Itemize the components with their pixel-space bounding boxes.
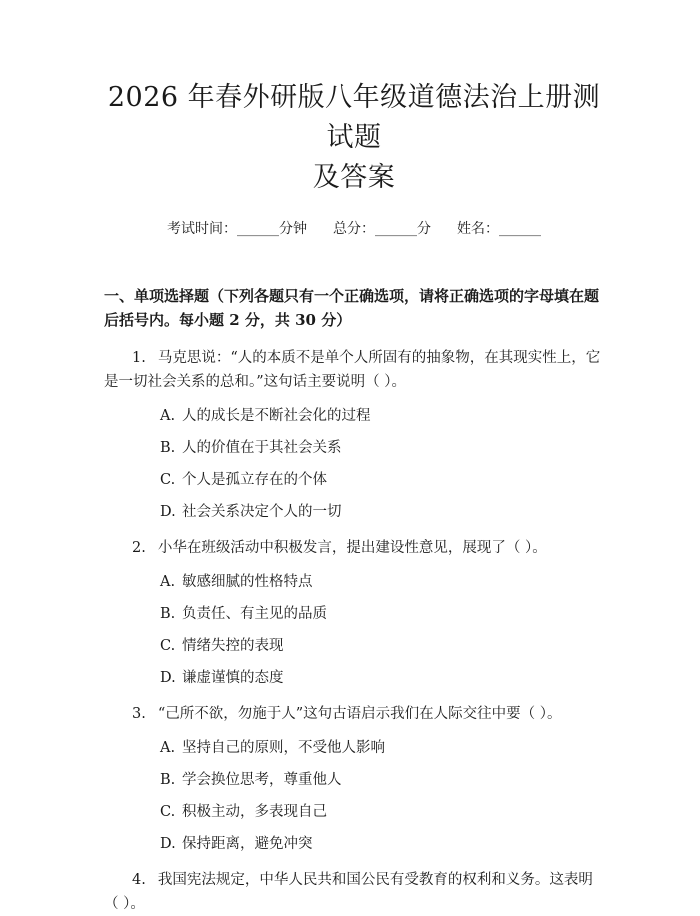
option-letter: D.	[160, 836, 176, 852]
score-unit: 分	[417, 221, 431, 237]
question-stem: 我国宪法规定，中华人民共和国公民有受教育的权利和义务。这表明（ ）。	[104, 872, 593, 912]
answer-option	[160, 636, 604, 656]
question-block	[104, 536, 604, 688]
answer-option	[160, 834, 604, 854]
option-text: 积极主动，多表现自己	[182, 804, 327, 820]
option-text: 情绪失控的表现	[182, 638, 284, 654]
answer-option	[160, 438, 604, 458]
option-text: 个人是孤立存在的个体	[182, 472, 327, 488]
title-line-2: 及答案	[312, 162, 396, 193]
question-number: 2.	[132, 540, 146, 556]
question-text	[104, 868, 604, 916]
option-text: 学会换位思考，尊重他人	[182, 772, 342, 788]
question-block	[104, 346, 604, 522]
option-letter: A.	[160, 574, 176, 590]
question-text	[104, 346, 604, 394]
score-blank: ______	[375, 221, 417, 237]
section-heading: 一、单项选择题（下列各题只有一个正确选项，请将正确选项的字母填在题后括号内。每小题 2 分，共 30 分）	[104, 287, 600, 329]
time-unit: 分钟	[279, 221, 307, 237]
option-text: 人的价值在于其社会关系	[182, 440, 342, 456]
option-letter: A.	[160, 740, 176, 756]
answer-option	[160, 770, 604, 790]
answer-option	[160, 406, 604, 426]
title-line-1: 2026 年春外研版八年级道德法治上册测试题	[107, 82, 601, 153]
answer-option	[160, 668, 604, 688]
option-letter: B.	[160, 772, 176, 788]
answer-option	[160, 470, 604, 490]
document-title	[104, 78, 604, 198]
answer-option	[160, 502, 604, 522]
answer-option	[160, 572, 604, 592]
option-text: 坚持自己的原则，不受他人影响	[182, 740, 385, 756]
question-stem: 小华在班级活动中积极发言，提出建设性意见，展现了（ ）。	[157, 540, 547, 556]
time-label: 考试时间：	[167, 221, 237, 237]
name-label: 姓名：	[457, 221, 499, 237]
question-number: 4.	[132, 872, 146, 888]
name-blank: ______	[499, 221, 541, 237]
option-letter: D.	[160, 670, 176, 686]
question-stem: 马克思说：“人的本质不是单个人所固有的抽象物，在其现实性上，它是一切社会关系的总和。”这句话主要说明（ ）。	[104, 350, 601, 390]
question-text	[104, 536, 604, 560]
option-text: 保持距离，避免冲突	[182, 836, 313, 852]
answer-option	[160, 604, 604, 624]
question-number: 3.	[132, 706, 146, 722]
question-block	[104, 868, 604, 916]
question-text	[104, 702, 604, 726]
option-letter: B.	[160, 606, 176, 622]
score-label: 总分：	[333, 221, 375, 237]
answer-option	[160, 802, 604, 822]
option-letter: C.	[160, 638, 176, 654]
option-letter: C.	[160, 804, 176, 820]
option-text: 负责任、有主见的品质	[182, 606, 327, 622]
option-text: 社会关系决定个人的一切	[182, 504, 342, 520]
option-text: 敏感细腻的性格特点	[182, 574, 313, 590]
option-letter: D.	[160, 504, 176, 520]
question-block	[104, 702, 604, 854]
exam-meta	[104, 218, 604, 240]
option-letter: A.	[160, 408, 176, 424]
question-number: 1.	[132, 350, 146, 366]
option-letter: B.	[160, 440, 176, 456]
time-blank: ______	[237, 221, 279, 237]
option-text: 人的成长是不断社会化的过程	[182, 408, 371, 424]
option-text: 谦虚谨慎的态度	[182, 670, 284, 686]
answer-option	[160, 738, 604, 758]
question-stem: “己所不欲，勿施于人”这句古语启示我们在人际交往中要（ ）。	[157, 706, 562, 722]
option-letter: C.	[160, 472, 176, 488]
